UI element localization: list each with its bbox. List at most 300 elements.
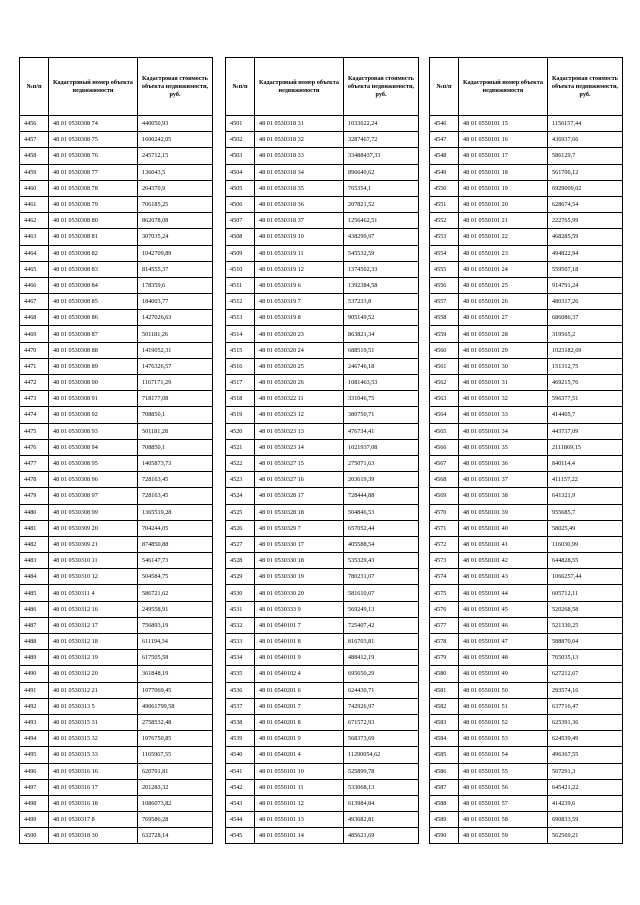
cadastral-value: 469215,76: [548, 375, 623, 391]
row-number: 4500: [20, 828, 49, 844]
cadastral-value: 504846,53: [344, 504, 419, 520]
cadastral-number: 48 01 0540201 9: [255, 731, 344, 747]
cadastral-number: 48 01 0530308 88: [49, 342, 138, 358]
row-number: 4476: [20, 439, 49, 455]
row-number: 4498: [20, 795, 49, 811]
cadastral-number: 48 01 0530323 14: [255, 439, 344, 455]
row-number: 4574: [430, 569, 459, 585]
cadastral-number: 48 01 0540101 8: [255, 634, 344, 650]
table-row: [20, 342, 213, 358]
cadastral-number: 48 01 0530308 74: [49, 116, 138, 132]
row-number: 4491: [20, 682, 49, 698]
table-row: [20, 407, 213, 423]
row-number: 4535: [226, 666, 255, 682]
table-row: [226, 763, 419, 779]
cadastral-value: 501181,28: [138, 423, 213, 439]
cadastral-number: 48 01 0540201 4: [255, 747, 344, 763]
cadastral-number: 48 01 0550101 21: [459, 213, 548, 229]
cadastral-value: 644828,55: [548, 553, 623, 569]
row-number: 4478: [20, 472, 49, 488]
table-row: [226, 617, 419, 633]
cadastral-value: 307035,24: [138, 229, 213, 245]
table-row: [430, 294, 623, 310]
table-row: [20, 617, 213, 633]
row-number: 4576: [430, 601, 459, 617]
cadastral-number: 48 01 0530327 15: [255, 455, 344, 471]
cadastral-number: 48 01 0530308 97: [49, 488, 138, 504]
cadastral-value: 862078,08: [138, 213, 213, 229]
cadastral-number: 48 01 0550101 48: [459, 650, 548, 666]
cadastral-value: 581610,07: [344, 585, 419, 601]
cadastral-value: 840114,4: [548, 455, 623, 471]
cadastral-value: 136043,5: [138, 164, 213, 180]
table-header-row: [430, 58, 623, 116]
table-header-row: [20, 58, 213, 116]
cadastral-value: 561706,12: [548, 164, 623, 180]
cadastral-number: 48 01 0530308 80: [49, 213, 138, 229]
table-row: [226, 423, 419, 439]
row-number: 4551: [430, 196, 459, 212]
cadastral-value: 184003,77: [138, 294, 213, 310]
row-number: 4545: [226, 828, 255, 844]
table-row: [20, 213, 213, 229]
table-row: [226, 261, 419, 277]
table-row: [430, 148, 623, 164]
cadastral-value: 718177,08: [138, 391, 213, 407]
row-number: 4568: [430, 472, 459, 488]
cadastral-value: 905149,52: [344, 310, 419, 326]
row-number: 4467: [20, 294, 49, 310]
table-row: [20, 116, 213, 132]
cadastral-number: 48 01 0530309 20: [49, 520, 138, 536]
cadastral-number: 48 01 0530320 23: [255, 326, 344, 342]
cadastral-value: 688519,51: [344, 342, 419, 358]
table-row: [20, 553, 213, 569]
cadastral-value: 1476326,57: [138, 358, 213, 374]
cadastral-number: 48 01 0530312 21: [49, 682, 138, 698]
cadastral-value: 627212,67: [548, 666, 623, 682]
table-row: [226, 358, 419, 374]
cadastral-value: 605712,11: [548, 585, 623, 601]
row-number: 4585: [430, 747, 459, 763]
cadastral-value: 533068,13: [344, 779, 419, 795]
cadastral-value: 704244,05: [138, 520, 213, 536]
cadastral-number: 48 01 0530308 76: [49, 148, 138, 164]
row-number: 4525: [226, 504, 255, 520]
cadastral-value: 264370,9: [138, 180, 213, 196]
row-number: 4528: [226, 553, 255, 569]
cadastral-number: 48 01 0550101 59: [459, 828, 548, 844]
cadastral-value: 955685,7: [548, 504, 623, 520]
cadastral-value: 361848,19: [138, 666, 213, 682]
row-number: 4503: [226, 148, 255, 164]
cadastral-value: 586129,7: [548, 148, 623, 164]
row-number: 4563: [430, 391, 459, 407]
cadastral-number: 48 01 0550101 49: [459, 666, 548, 682]
cadastral-value: 816703,81: [344, 634, 419, 650]
cadastral-value: 507291,3: [548, 763, 623, 779]
cadastral-number: 48 01 0550101 31: [459, 375, 548, 391]
row-number: 4581: [430, 682, 459, 698]
cadastral-number: 48 01 0530329 7: [255, 520, 344, 536]
row-number: 4533: [226, 634, 255, 650]
cadastral-value: 443737,09: [548, 423, 623, 439]
row-number: 4547: [430, 132, 459, 148]
table-row: [430, 472, 623, 488]
row-number: 4537: [226, 698, 255, 714]
cadastral-number: 48 01 0530308 75: [49, 132, 138, 148]
cadastral-number: 48 01 0550101 44: [459, 585, 548, 601]
cadastral-number: 48 01 0530313 5: [49, 698, 138, 714]
table-row: [20, 650, 213, 666]
cadastral-value: 1427026,63: [138, 310, 213, 326]
table-row: [226, 439, 419, 455]
table-row: [20, 277, 213, 293]
table-row: [20, 779, 213, 795]
row-number: 4480: [20, 504, 49, 520]
cadastral-number: 48 01 0550101 29: [459, 342, 548, 358]
cadastral-number: 48 01 0530316 17: [49, 779, 138, 795]
cadastral-number: 48 01 0550101 39: [459, 504, 548, 520]
table-row: [226, 779, 419, 795]
table-row: [430, 714, 623, 730]
row-number: 4589: [430, 812, 459, 828]
cadastral-number: 48 01 0530310 12: [49, 569, 138, 585]
table-row: [226, 391, 419, 407]
row-number: 4541: [226, 763, 255, 779]
cadastral-number: 48 01 0550101 19: [459, 180, 548, 196]
cadastral-number: 48 01 0530330 20: [255, 585, 344, 601]
cadastral-number: 48 01 0530308 99: [49, 504, 138, 520]
row-number: 4457: [20, 132, 49, 148]
cadastral-value: 246746,18: [344, 358, 419, 374]
cadastral-number: 48 01 0530318 37: [255, 213, 344, 229]
row-number: 4521: [226, 439, 255, 455]
cadastral-value: 1256462,51: [344, 213, 419, 229]
cadastral-number: 48 01 0550101 43: [459, 569, 548, 585]
table-row: [430, 132, 623, 148]
cadastral-number: 48 01 0530308 84: [49, 277, 138, 293]
cadastral-number: 48 01 0540201 7: [255, 698, 344, 714]
row-number: 4527: [226, 536, 255, 552]
table-row: [20, 666, 213, 682]
row-number: 4477: [20, 455, 49, 471]
cadastral-number: 48 01 0550101 28: [459, 326, 548, 342]
cadastral-number: 48 01 0530308 78: [49, 180, 138, 196]
cadastral-table-1: [19, 57, 213, 844]
table-row: [226, 747, 419, 763]
table-row: [226, 666, 419, 682]
cadastral-number: 48 01 0550101 42: [459, 553, 548, 569]
cadastral-value: 588870,04: [548, 634, 623, 650]
row-number: 4504: [226, 164, 255, 180]
table-row: [20, 439, 213, 455]
row-number: 4493: [20, 714, 49, 730]
row-number: 4459: [20, 164, 49, 180]
cadastral-number: 48 01 0550101 25: [459, 277, 548, 293]
cadastral-value: 1086073,82: [138, 795, 213, 811]
row-number: 4546: [430, 116, 459, 132]
cadastral-value: 525899,78: [344, 763, 419, 779]
table-row: [430, 164, 623, 180]
cadastral-value: 914791,24: [548, 277, 623, 293]
cadastral-value: 1066257,44: [548, 569, 623, 585]
table-row: [430, 245, 623, 261]
row-number: 4534: [226, 650, 255, 666]
cadastral-value: 535329,43: [344, 553, 419, 569]
row-number: 4579: [430, 650, 459, 666]
cadastral-number: 48 01 0530319 10: [255, 229, 344, 245]
table-row: [226, 148, 419, 164]
table-row: [226, 731, 419, 747]
table-row: [226, 180, 419, 196]
table-row: [20, 585, 213, 601]
table-row: [20, 731, 213, 747]
cadastral-number: 48 01 0530317 8: [49, 812, 138, 828]
cadastral-value: 1156157,44: [548, 116, 623, 132]
row-number: 4514: [226, 326, 255, 342]
row-number: 4555: [430, 261, 459, 277]
row-number: 4479: [20, 488, 49, 504]
table-row: [430, 569, 623, 585]
cadastral-value: 485621,69: [344, 828, 419, 844]
cadastral-value: 1021937,08: [344, 439, 419, 455]
cadastral-value: 201283,32: [138, 779, 213, 795]
row-number: 4482: [20, 536, 49, 552]
row-number: 4560: [430, 342, 459, 358]
cadastral-number: 48 01 0530319 11: [255, 245, 344, 261]
cadastral-number: 48 01 0550101 32: [459, 391, 548, 407]
cadastral-value: 380750,71: [344, 407, 419, 423]
cadastral-value: 562569,21: [548, 828, 623, 844]
cadastral-value: 3287467,72: [344, 132, 419, 148]
cadastral-number: 48 01 0530318 35: [255, 180, 344, 196]
cadastral-value: 728163,45: [138, 488, 213, 504]
cadastral-value: 494822,94: [548, 245, 623, 261]
cadastral-number: 48 01 0550101 37: [459, 472, 548, 488]
row-number: 4536: [226, 682, 255, 698]
cadastral-number: 48 01 0530308 94: [49, 439, 138, 455]
cadastral-value: 1392384,58: [344, 277, 419, 293]
table-row: [20, 812, 213, 828]
cadastral-value: 708850,1: [138, 439, 213, 455]
table-row: [20, 472, 213, 488]
cadastral-number: 48 01 0550101 24: [459, 261, 548, 277]
table-row: [226, 407, 419, 423]
row-number: 4495: [20, 747, 49, 763]
table-row: [430, 650, 623, 666]
cadastral-value: 586721,62: [138, 585, 213, 601]
cadastral-value: 641321,9: [548, 488, 623, 504]
table-row: [430, 229, 623, 245]
cadastral-value: 1365519,28: [138, 504, 213, 520]
row-number: 4570: [430, 504, 459, 520]
cadastral-number: 48 01 0530308 86: [49, 310, 138, 326]
row-number: 4492: [20, 698, 49, 714]
table-row: [20, 229, 213, 245]
table-row: [430, 310, 623, 326]
cadastral-number: 48 01 0550101 56: [459, 779, 548, 795]
cadastral-number: 48 01 0550101 51: [459, 698, 548, 714]
table-row: [226, 714, 419, 730]
table-row: [226, 682, 419, 698]
row-number: 4456: [20, 116, 49, 132]
cadastral-value: 1419052,31: [138, 342, 213, 358]
cadastral-value: 203619,39: [344, 472, 419, 488]
row-number: 4558: [430, 310, 459, 326]
cadastral-value: 1081463,53: [344, 375, 419, 391]
row-number: 4575: [430, 585, 459, 601]
table-row: [226, 310, 419, 326]
row-number: 4511: [226, 277, 255, 293]
row-number: 4562: [430, 375, 459, 391]
cadastral-number: 48 01 0530330 19: [255, 569, 344, 585]
row-number: 4468: [20, 310, 49, 326]
cadastral-number: 48 01 0550101 57: [459, 795, 548, 811]
cadastral-number: 48 01 0530318 34: [255, 164, 344, 180]
table-row: [226, 116, 419, 132]
cadastral-value: 1600242,05: [138, 132, 213, 148]
cadastral-value: 1042709,89: [138, 245, 213, 261]
cadastral-number: 48 01 0530311 4: [49, 585, 138, 601]
table-row: [20, 828, 213, 844]
cadastral-value: 11290054,62: [344, 747, 419, 763]
cadastral-value: 725407,42: [344, 617, 419, 633]
row-number: 4513: [226, 310, 255, 326]
cadastral-number: 48 01 0530308 79: [49, 196, 138, 212]
row-number: 4582: [430, 698, 459, 714]
table-row: [20, 326, 213, 342]
cadastral-value: 596377,51: [548, 391, 623, 407]
row-number: 4464: [20, 245, 49, 261]
cadastral-value: 695650,29: [344, 666, 419, 682]
row-number: 4461: [20, 196, 49, 212]
cadastral-value: 468285,59: [548, 229, 623, 245]
cadastral-number: 48 01 0540201 8: [255, 714, 344, 730]
table-row: [20, 601, 213, 617]
header-number: №п/п: [20, 58, 49, 116]
cadastral-value: 49061799,58: [138, 698, 213, 714]
cadastral-value: 728444,88: [344, 488, 419, 504]
table-row: [430, 666, 623, 682]
row-number: 4487: [20, 617, 49, 633]
table-row: [20, 747, 213, 763]
cadastral-value: 1076750,85: [138, 731, 213, 747]
row-number: 4552: [430, 213, 459, 229]
row-number: 4543: [226, 795, 255, 811]
table-row: [226, 326, 419, 342]
cadastral-number: 48 01 0530308 91: [49, 391, 138, 407]
cadastral-value: 405588,54: [344, 536, 419, 552]
table-row: [20, 488, 213, 504]
row-number: 4471: [20, 358, 49, 374]
cadastral-number: 48 01 0530308 82: [49, 245, 138, 261]
table-row: [430, 277, 623, 293]
cadastral-number: 48 01 0550101 50: [459, 682, 548, 698]
table-row: [430, 439, 623, 455]
cadastral-number: 48 01 0530316 16: [49, 763, 138, 779]
cadastral-value: 1023182,69: [548, 342, 623, 358]
cadastral-table-3: [429, 57, 623, 844]
row-number: 4584: [430, 731, 459, 747]
cadastral-number: 48 01 0540201 6: [255, 682, 344, 698]
table-row: [20, 164, 213, 180]
table-row: [226, 488, 419, 504]
cadastral-value: 1374502,33: [344, 261, 419, 277]
cadastral-number: 48 01 0530308 92: [49, 407, 138, 423]
cadastral-value: 2758532,48: [138, 714, 213, 730]
table-row: [430, 747, 623, 763]
table-row: [430, 180, 623, 196]
cadastral-number: 48 01 0530318 30: [49, 828, 138, 844]
table-row: [20, 795, 213, 811]
cadastral-value: 488412,19: [344, 650, 419, 666]
cadastral-number: 48 01 0530315 32: [49, 731, 138, 747]
table-row: [20, 391, 213, 407]
row-number: 4526: [226, 520, 255, 536]
cadastral-value: 151312,75: [548, 358, 623, 374]
row-number: 4561: [430, 358, 459, 374]
table-row: [430, 261, 623, 277]
row-number: 4489: [20, 650, 49, 666]
cadastral-value: 436937,66: [548, 132, 623, 148]
cadastral-value: 625391,36: [548, 714, 623, 730]
row-number: 4578: [430, 634, 459, 650]
row-number: 4502: [226, 132, 255, 148]
cadastral-value: 546147,73: [138, 553, 213, 569]
row-number: 4486: [20, 601, 49, 617]
cadastral-number: 48 01 0550101 36: [459, 455, 548, 471]
row-number: 4539: [226, 731, 255, 747]
table-row: [226, 601, 419, 617]
table-row: [20, 714, 213, 730]
cadastral-value: 504584,75: [138, 569, 213, 585]
table-row: [226, 812, 419, 828]
table-row: [430, 731, 623, 747]
cadastral-number: 48 01 0550101 53: [459, 731, 548, 747]
row-number: 4573: [430, 553, 459, 569]
row-number: 4550: [430, 180, 459, 196]
row-number: 4531: [226, 601, 255, 617]
table-row: [20, 294, 213, 310]
table-header-row: [226, 58, 419, 116]
cadastral-value: 501181,26: [138, 326, 213, 342]
row-number: 4569: [430, 488, 459, 504]
cadastral-value: 537233,8: [344, 294, 419, 310]
row-number: 4485: [20, 585, 49, 601]
cadastral-value: 521330,25: [548, 617, 623, 633]
cadastral-value: 440050,93: [138, 116, 213, 132]
cadastral-value: 742926,97: [344, 698, 419, 714]
cadastral-value: 1033622,24: [344, 116, 419, 132]
cadastral-number: 48 01 0530328 17: [255, 488, 344, 504]
table-row: [20, 634, 213, 650]
cadastral-number: 48 01 0530308 83: [49, 261, 138, 277]
row-number: 4490: [20, 666, 49, 682]
cadastral-value: 245712,15: [138, 148, 213, 164]
row-number: 4472: [20, 375, 49, 391]
table-row: [430, 520, 623, 536]
cadastral-number: 48 01 0530312 17: [49, 617, 138, 633]
table-row: [226, 132, 419, 148]
cadastral-number: 48 01 0530322 11: [255, 391, 344, 407]
row-number: 4590: [430, 828, 459, 844]
cadastral-value: 331046,75: [344, 391, 419, 407]
row-number: 4509: [226, 245, 255, 261]
row-number: 4586: [430, 763, 459, 779]
cadastral-number: 48 01 0550101 47: [459, 634, 548, 650]
cadastral-value: 116030,99: [548, 536, 623, 552]
